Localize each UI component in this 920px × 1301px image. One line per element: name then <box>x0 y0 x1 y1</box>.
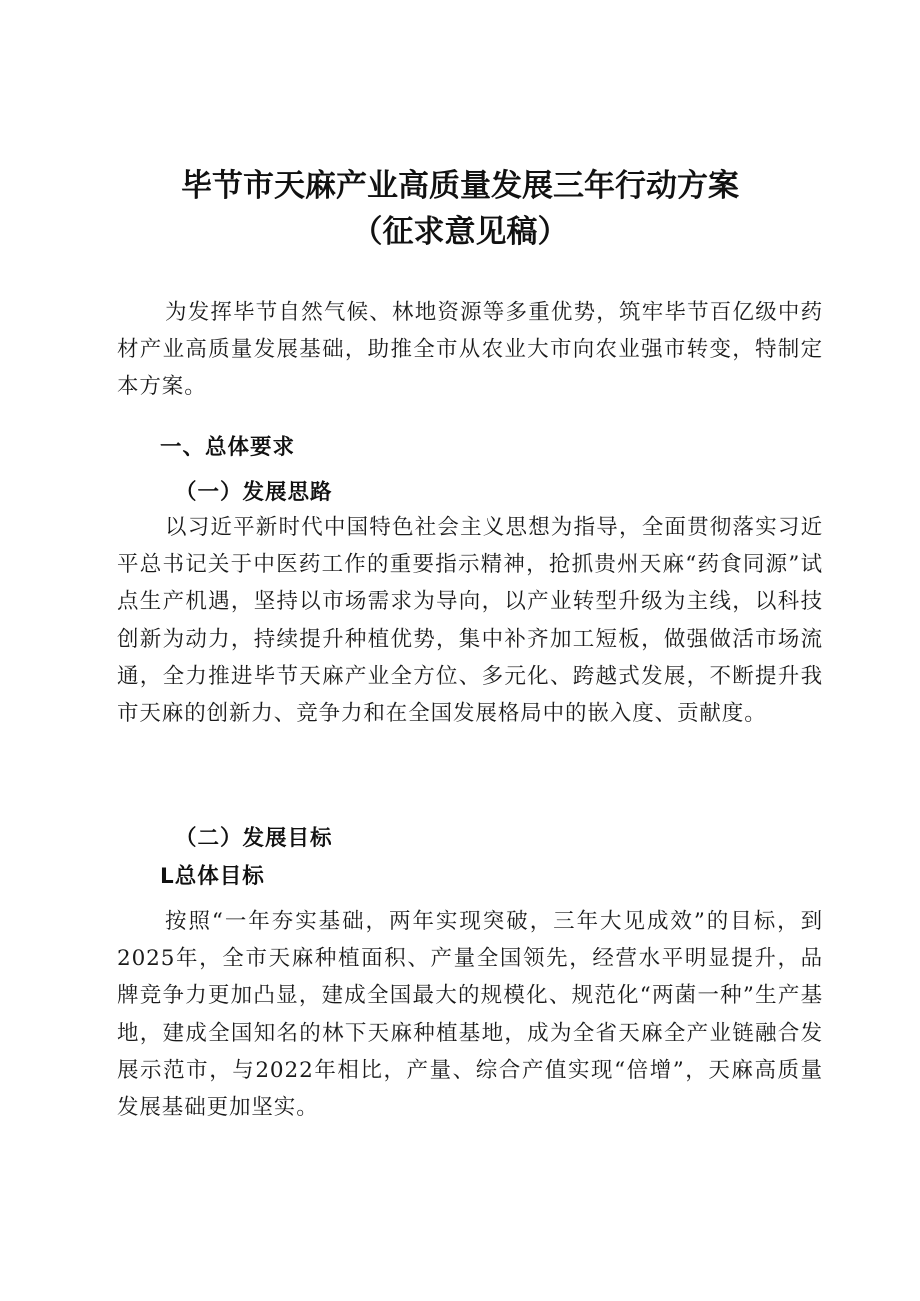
subsection-heading-development-ideas: （一）发展思路 <box>175 480 333 505</box>
overall-goal-paragraph: 按照“一年夯实基础，两年实现突破，三年大见成效”的目标，到2025年，全市天麻种植面积、产量全国领先，经营水平明显提升，品牌竞争力更加凸显，建成全国最大的规模化、规范化“两菌一种”生产基地，建成全国知名的林下天麻种植基地，成为全省天麻全产业链融合发展示范市，与2022年相比，产量、综合产值实现“倍增”，天麻高质量发展基础更加坚实。 <box>117 909 823 1121</box>
document-subtitle: （征求意见稿） <box>351 214 569 250</box>
intro-paragraph: 为发挥毕节自然气候、林地资源等多重优势，筑牢毕节百亿级中药材产业高质量发展基础，助推全市从农业大市向农业强市转变，特制定本方案。 <box>117 300 823 400</box>
development-ideas-paragraph: 以习近平新时代中国特色社会主义思想为指导，全面贯彻落实习近平总书记关于中医药工作的重要指示精神，抢抓贵州天麻“药食同源”试点生产机遇，坚持以市场需求为导向，以产业转型升级为主线，以科技创新为动力，持续提升种植优势，集中补齐加工短板，做强做活市场流通，全力推进毕节天麻产业全方位、多元化、跨越式发展，不断提升我市天麻的创新力、竞争力和在全国发展格局中的嵌入度、贡献度。 <box>117 515 823 727</box>
section-heading-overall-requirements: 一、总体要求 <box>160 435 296 460</box>
item-heading-overall-goal: L总体目标 <box>160 864 265 889</box>
document-title: 毕节市天麻产业高质量发展三年行动方案 <box>181 168 739 204</box>
subsection-heading-development-goals: （二）发展目标 <box>175 826 333 851</box>
